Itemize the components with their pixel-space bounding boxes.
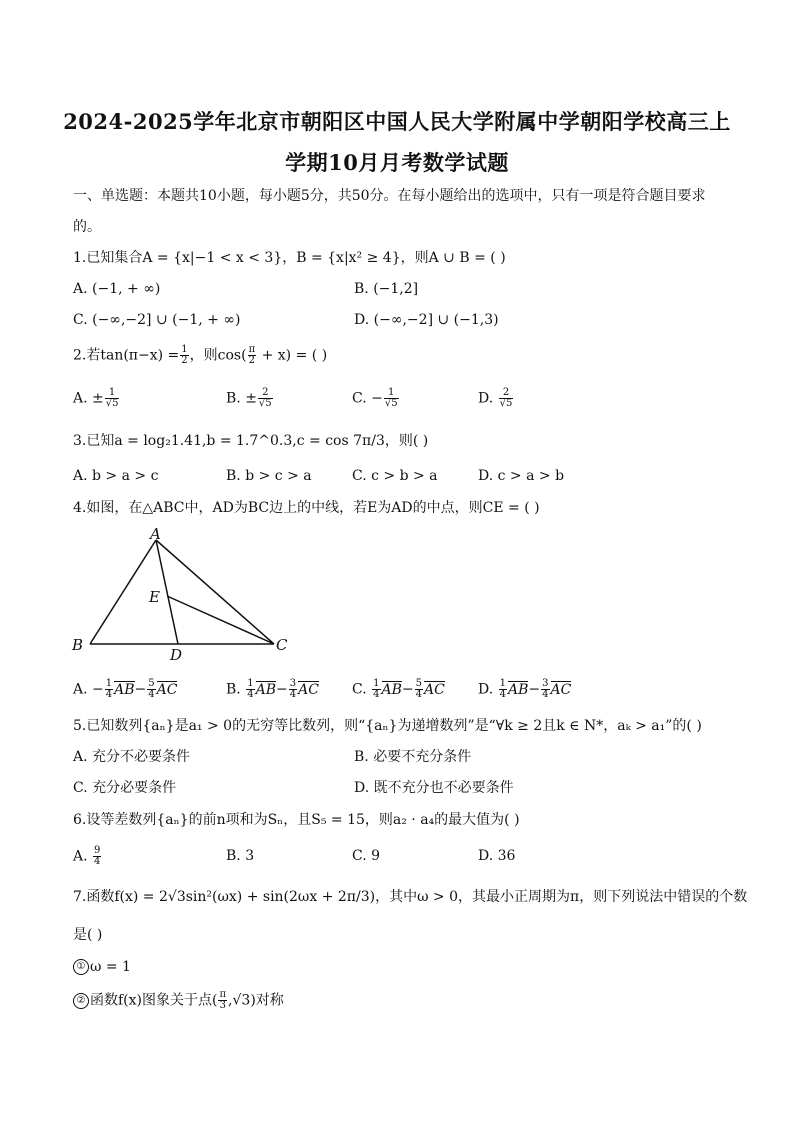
q6-option-b: B. 3 (226, 848, 255, 864)
q3-option-d: D. c > a > b (478, 468, 565, 484)
q4-option-b: B. $\frac{1}{4}$ AB− $\frac{3}{4}$ AC (226, 678, 319, 700)
segment-ac (156, 540, 274, 644)
segment-ce (167, 596, 274, 644)
label-c: C (276, 636, 288, 654)
q4-option-a: A. − $\frac{1}{4}$ AB− $\frac{5}{4}$ AC (73, 678, 178, 700)
question-6-stem: 6.设等差数列{aₙ}的前n项和为Sₙ，且S₅ = 15，则a₂ · a₄的最大值为( ) (73, 812, 520, 828)
triangle-figure (66, 526, 296, 666)
q7-statement-2: ② 函数f(x)图象关于点( $\frac{\pi}{3}$ ,√3)对称 (73, 990, 284, 1011)
label-e: E (149, 588, 160, 606)
q4-option-c: C. $\frac{1}{4}$ AB− $\frac{5}{4}$ AC (352, 678, 445, 700)
q7-statement-1: ① ω = 1 (73, 957, 131, 977)
question-3-stem: 3.已知a = log₂1.41,b = 1.7^0.3,c = cos 7π/3，则( ) (73, 433, 429, 449)
q3-option-b: B. b > c > a (226, 468, 312, 484)
q2-option-d: D. $\frac{2}{√5}$ (478, 387, 513, 409)
segment-ab (90, 540, 156, 644)
question-1-stem: 1.已知集合A = {x|−1 < x < 3}，B = {x|x² ≥ 4}，则A ∪ B = ( ) (73, 250, 506, 266)
label-a: A (150, 526, 161, 543)
section-header: 一、单选题：本题共10小题，每小题5分，共50分。在每小题给出的选项中，只有一项是符合题目要求 (73, 188, 706, 204)
q2-option-a: A. ± $\frac{1}{√5}$ (73, 387, 119, 409)
q6-option-a: A. $\frac{9}{4}$ (73, 845, 101, 867)
q2-stem-part3: + x) = ( ) (257, 347, 328, 364)
circled-number-1: ① (73, 959, 89, 975)
exam-title-line2: 学期10月月考数学试题 (285, 150, 509, 175)
q5-option-d: D. 既不充分也不必要条件 (354, 780, 514, 796)
label-b: B (72, 636, 84, 654)
question-4-stem: 4.如图，在△ABC中，AD为BC边上的中线，若E为AD的中点，则CE = ( ) (73, 500, 540, 516)
question-7-stem: 7.函数f(x) = 2√3sin²(ωx) + sin(2ωx + 2π/3)，其中ω > 0，其最小正周期为π，则下列说法中错误的个数 (73, 889, 748, 905)
q3-option-c: C. c > b > a (352, 468, 438, 484)
q3-option-a: A. b > a > c (73, 468, 159, 484)
question-7-stem-continued: 是( ) (73, 927, 103, 943)
q2-fraction-pi-half: $\frac{\pi}{2}$ (248, 344, 256, 366)
q6-option-d: D. 36 (478, 848, 516, 864)
q1-option-c: C. (−∞,−2] ∪ (−1, + ∞) (73, 312, 241, 328)
q2-stem-part1: 2.若tan(π−x) = (73, 347, 180, 364)
q5-option-a: A. 充分不必要条件 (73, 749, 191, 765)
q5-option-b: B. 必要不充分条件 (354, 749, 472, 765)
q5-option-c: C. 充分必要条件 (73, 780, 177, 796)
q1-option-a: A. (−1, + ∞) (73, 281, 161, 297)
q1-option-b: B. (−1,2] (354, 281, 419, 297)
section-header-continued: 的。 (73, 219, 101, 235)
question-2-stem (73, 345, 327, 366)
q6-option-c: C. 9 (352, 848, 381, 864)
q2-option-c: C. − $\frac{1}{√5}$ (352, 387, 398, 409)
q2-fraction-half: $\frac{1}{2}$ (181, 344, 188, 366)
question-5-stem: 5.已知数列{aₙ}是a₁ > 0的无穷等比数列，则“{aₙ}为递增数列”是“∀k ≥ 2且k ∈ N*，aₖ > a₁”的( ) (73, 718, 702, 734)
q4-option-d: D. $\frac{1}{4}$ AB− $\frac{3}{4}$ AC (478, 678, 572, 700)
q1-option-d: D. (−∞,−2] ∪ (−1,3) (354, 312, 499, 328)
circled-number-2: ② (73, 993, 89, 1009)
exam-title-line1: 2024-2025学年北京市朝阳区中国人民大学附属中学朝阳学校高三上 (63, 109, 731, 134)
q2-option-b: B. ± $\frac{2}{√5}$ (226, 387, 272, 409)
label-d: D (170, 646, 183, 664)
q2-stem-part2: ，则cos( (189, 347, 247, 364)
